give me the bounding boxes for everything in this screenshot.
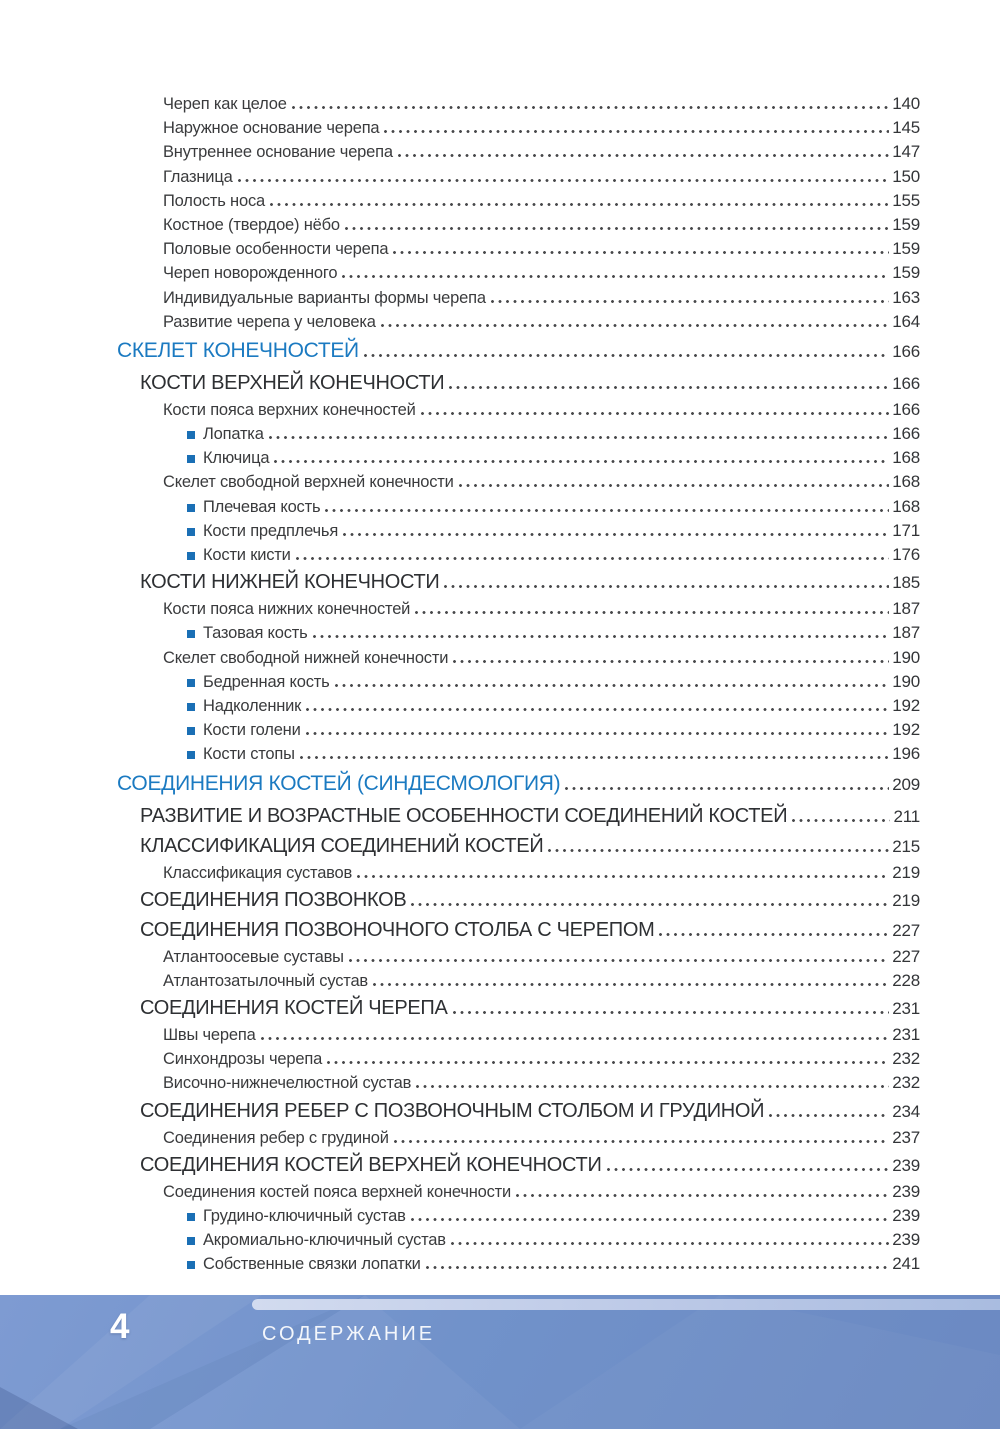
- bullet-square-icon: [187, 679, 195, 687]
- dot-leader: [415, 611, 889, 614]
- toc-entry-label: Атлантозатылочный сустав: [163, 971, 368, 990]
- toc-entry: [117, 334, 920, 368]
- dot-leader: [565, 787, 889, 790]
- bullet-square-icon: [187, 1213, 195, 1221]
- dot-leader: [451, 1242, 889, 1245]
- toc-entry-label: Кости пояса верхних конечностей: [163, 400, 416, 419]
- toc-entry-label: Соединения ребер с грудиной: [163, 1128, 389, 1147]
- footer-tab-bar: [252, 1299, 1000, 1310]
- toc-entry: [117, 237, 920, 261]
- toc-entry: [117, 422, 920, 446]
- toc-entry-label: КЛАССИФИКАЦИЯ СОЕДИНЕНИЙ КОСТЕЙ: [140, 834, 544, 857]
- dot-leader: [459, 484, 890, 487]
- toc-entry-label: Атлантоосевые суставы: [163, 947, 344, 966]
- page-number: 239: [892, 1181, 920, 1201]
- toc-entry-label: Кости пояса нижних конечностей: [163, 600, 411, 619]
- toc-entry: [117, 801, 920, 831]
- dot-leader: [453, 1011, 890, 1014]
- toc-entry: [117, 261, 920, 285]
- bullet-square-icon: [187, 1237, 195, 1245]
- page-number: 166: [892, 373, 920, 393]
- toc-entry-label: СОЕДИНЕНИЯ КОСТЕЙ ЧЕРЕПА: [140, 997, 448, 1020]
- dot-leader: [357, 875, 889, 878]
- toc-entry-label: Синхондрозы черепа: [163, 1050, 323, 1069]
- page-number: 241: [892, 1254, 920, 1274]
- toc-entry: [117, 165, 920, 189]
- dot-leader: [313, 635, 890, 638]
- bullet-square-icon: [187, 455, 195, 463]
- toc-entry: [117, 993, 920, 1023]
- toc-entry: [117, 831, 920, 861]
- toc-entry-label: Кости голени: [187, 718, 301, 742]
- toc-entry: [117, 286, 920, 310]
- toc-entry: [117, 398, 920, 422]
- toc-entry-label: Грудино-ключичный сустав: [187, 1204, 406, 1228]
- page-number: 219: [892, 890, 920, 910]
- dot-leader: [238, 179, 890, 182]
- toc-entry: [117, 718, 920, 742]
- toc-entry: [117, 597, 920, 621]
- page-number: 239: [892, 1206, 920, 1225]
- toc-entry-label: КОСТИ ВЕРХНЕЙ КОНЕЧНОСТИ: [140, 371, 445, 394]
- page-number: 155: [892, 190, 920, 210]
- dot-leader: [364, 354, 889, 357]
- toc-entry: [117, 116, 920, 140]
- toc-entry-label: Плечевая кость: [187, 495, 320, 519]
- toc-entry-label: Полость носа: [163, 191, 265, 210]
- page-number: 215: [892, 836, 920, 856]
- toc-entry: [117, 621, 920, 645]
- toc-entry-label: Череп новорожденного: [163, 264, 338, 283]
- page-number: 192: [892, 695, 920, 715]
- toc-entry: [117, 519, 920, 543]
- toc-entry-label: СОЕДИНЕНИЯ ПОЗВОНКОВ: [140, 888, 407, 911]
- toc-entry-label: СКЕЛЕТ КОНЕЧНОСТЕЙ: [117, 338, 359, 362]
- page-number: 232: [892, 1049, 920, 1069]
- dot-leader: [325, 509, 889, 512]
- page-number: 239: [892, 1230, 920, 1250]
- toc-entry-label: Кости предплечья: [187, 519, 338, 543]
- page-number: 159: [892, 239, 920, 259]
- page-number: 171: [892, 520, 920, 540]
- page-number: 166: [892, 424, 920, 444]
- toc-entry: [117, 543, 920, 567]
- page-number: 159: [892, 263, 920, 283]
- toc-entry: [117, 1228, 920, 1252]
- dot-leader: [516, 1194, 889, 1197]
- toc-entry-label: Ключица: [187, 446, 269, 470]
- toc-entry: [117, 742, 920, 766]
- dot-leader: [548, 849, 889, 852]
- toc-entry-label: Надколенник: [187, 694, 301, 718]
- dot-leader: [607, 1168, 890, 1171]
- dot-leader: [342, 275, 889, 278]
- toc-entry-label: Половые особенности черепа: [163, 240, 389, 259]
- toc-entry: [117, 495, 920, 519]
- dot-leader: [327, 1061, 889, 1064]
- page-number: 187: [892, 623, 920, 643]
- toc-entry-label: Скелет свободной верхней конечности: [163, 473, 454, 492]
- dot-leader: [411, 1218, 890, 1221]
- toc-entry-label: Швы черепа: [163, 1026, 256, 1045]
- page-number: 176: [892, 545, 920, 564]
- dot-leader: [269, 436, 890, 439]
- page-number: 196: [892, 744, 920, 764]
- bullet-square-icon: [187, 504, 195, 512]
- page-number: 190: [892, 647, 920, 667]
- dot-leader: [274, 460, 889, 463]
- toc-entry: [117, 969, 920, 993]
- toc-entry-label: Акромиально-ключичный сустав: [187, 1228, 446, 1252]
- toc-entry: [117, 1023, 920, 1047]
- footer-band: [0, 1295, 1000, 1429]
- dot-leader: [343, 533, 889, 536]
- toc-entry-label: СОЕДИНЕНИЯ РЕБЕР С ПОЗВОНОЧНЫМ СТОЛБОМ И ГРУДИНОЙ: [140, 1099, 765, 1122]
- toc-entry-label: СОЕДИНЕНИЯ КОСТЕЙ (СИНДЕСМОЛОГИЯ): [117, 771, 561, 795]
- toc-entry: [117, 1180, 920, 1204]
- dot-leader: [335, 684, 890, 687]
- page-number: 227: [892, 946, 920, 966]
- dot-leader: [296, 557, 890, 560]
- page-number: 185: [892, 573, 920, 593]
- toc-entry-label: РАЗВИТИЕ И ВОЗРАСТНЫЕ ОСОБЕННОСТИ СОЕДИНЕНИЙ КОСТЕЙ: [140, 804, 788, 827]
- page-number: 145: [892, 118, 920, 138]
- page-number: 159: [892, 214, 920, 234]
- page-number: 234: [892, 1101, 920, 1121]
- page-number: 140: [892, 94, 920, 113]
- toc-entry-label: Индивидуальные варианты формы черепа: [163, 288, 486, 307]
- toc-entry-label: СОЕДИНЕНИЯ КОСТЕЙ ВЕРХНЕЙ КОНЕЧНОСТИ: [140, 1153, 602, 1176]
- dot-leader: [261, 1037, 890, 1040]
- bullet-square-icon: [187, 1261, 195, 1269]
- bullet-square-icon: [187, 630, 195, 638]
- dot-leader: [453, 660, 889, 663]
- dot-leader: [384, 130, 889, 133]
- dot-leader: [345, 227, 889, 230]
- page-number: 150: [892, 166, 920, 186]
- dot-leader: [491, 300, 889, 303]
- toc-entry: [117, 1047, 920, 1071]
- dot-leader: [373, 983, 889, 986]
- page-number: 166: [892, 399, 920, 419]
- toc-entry: [117, 140, 920, 164]
- dot-leader: [306, 732, 890, 735]
- toc-entry-label: Лопатка: [187, 422, 264, 446]
- footer-section-title: СОДЕРЖАНИЕ: [262, 1323, 436, 1345]
- toc-entry-label: Кости стопы: [187, 742, 295, 766]
- page-number: 227: [892, 920, 920, 940]
- toc-entry: [117, 368, 920, 398]
- toc-entry: [117, 861, 920, 885]
- toc-entry: [117, 915, 920, 945]
- toc-entry: [117, 1096, 920, 1126]
- toc-entry-label: Тазовая кость: [187, 621, 308, 645]
- dot-leader: [306, 708, 889, 711]
- toc-entry: [117, 470, 920, 494]
- dot-leader: [349, 959, 889, 962]
- toc-entry: [117, 885, 920, 915]
- page-number: 231: [892, 1025, 920, 1045]
- toc-entry: [117, 189, 920, 213]
- dot-leader: [792, 819, 890, 822]
- toc-entry: [117, 767, 920, 801]
- toc-entry: [117, 694, 920, 718]
- page-number: 190: [892, 671, 920, 691]
- bullet-square-icon: [187, 727, 195, 735]
- page-number: 164: [892, 311, 920, 331]
- page-number: 211: [893, 806, 920, 826]
- dot-leader: [659, 933, 889, 936]
- toc-entry: [117, 310, 920, 334]
- toc-entry-label: Череп как целое: [163, 95, 287, 113]
- toc-entry-label: Костное (твердое) нёбо: [163, 215, 340, 234]
- page-number: 228: [892, 970, 920, 990]
- bullet-square-icon: [187, 703, 195, 711]
- page-number: 232: [892, 1073, 920, 1093]
- page-number: 147: [892, 142, 920, 162]
- page-number: 239: [892, 1155, 920, 1175]
- page-number: 168: [892, 472, 920, 492]
- dot-leader: [426, 1266, 890, 1269]
- dot-leader: [444, 585, 889, 588]
- toc-entry-label: Скелет свободной нижней конечности: [163, 648, 449, 667]
- page-number: 192: [892, 720, 920, 740]
- dot-leader: [421, 412, 890, 415]
- toc-entry-label: Классификация суставов: [163, 863, 353, 882]
- toc-entry-label: Соединения костей пояса верхней конечности: [163, 1182, 512, 1201]
- toc-entry-label: Глазница: [163, 167, 233, 186]
- page-number: 166: [892, 341, 920, 361]
- toc-entry-label: КОСТИ НИЖНЕЙ КОНЕЧНОСТИ: [140, 571, 440, 594]
- toc-entry: [117, 567, 920, 597]
- toc-entry: [117, 92, 920, 116]
- page-number: 219: [892, 862, 920, 882]
- toc-entry: [117, 670, 920, 694]
- dot-leader: [381, 324, 890, 327]
- toc-entry-label: СОЕДИНЕНИЯ ПОЗВОНОЧНОГО СТОЛБА С ЧЕРЕПОМ: [140, 918, 655, 941]
- page-number: 231: [892, 999, 920, 1019]
- toc-entry-label: Височно-нижнечелюстной сустав: [163, 1074, 412, 1093]
- dot-leader: [300, 756, 889, 759]
- dot-leader: [769, 1114, 889, 1117]
- toc-entry-label: Внутреннее основание черепа: [163, 143, 393, 162]
- toc-entry: [117, 213, 920, 237]
- toc-entry-label: Развитие черепа у человека: [163, 312, 376, 331]
- toc-entry-label: Собственные связки лопатки: [187, 1252, 421, 1276]
- dot-leader: [270, 203, 889, 206]
- toc-entry: [117, 1071, 920, 1095]
- dot-leader: [416, 1085, 889, 1088]
- toc-entry: [117, 646, 920, 670]
- footer-page-number: 4: [110, 1307, 130, 1346]
- toc-entry-label: Бедренная кость: [187, 670, 330, 694]
- dot-leader: [292, 106, 890, 109]
- bullet-square-icon: [187, 552, 195, 560]
- toc-entry-label: Наружное основание черепа: [163, 119, 380, 138]
- page-number: 209: [892, 774, 920, 794]
- dot-leader: [393, 251, 889, 254]
- toc-entry: [117, 945, 920, 969]
- toc-entry: [117, 446, 920, 470]
- bullet-square-icon: [187, 528, 195, 536]
- dot-leader: [394, 1140, 889, 1143]
- page-number: 187: [892, 599, 920, 619]
- toc-entry: [117, 1204, 920, 1228]
- toc-entry: [117, 1150, 920, 1180]
- page-number: 168: [892, 496, 920, 516]
- dot-leader: [398, 154, 889, 157]
- toc-list: [117, 92, 920, 1277]
- page-number: 168: [892, 448, 920, 468]
- footer-facet-texture: [0, 1295, 1000, 1429]
- page-number: 163: [892, 287, 920, 307]
- page-number: 237: [892, 1127, 920, 1147]
- toc-entry: [117, 1252, 920, 1276]
- bullet-square-icon: [187, 431, 195, 439]
- toc-entry: [117, 1126, 920, 1150]
- dot-leader: [411, 903, 889, 906]
- bullet-square-icon: [187, 751, 195, 759]
- toc-entry-label: Кости кисти: [187, 543, 291, 567]
- dot-leader: [449, 386, 889, 389]
